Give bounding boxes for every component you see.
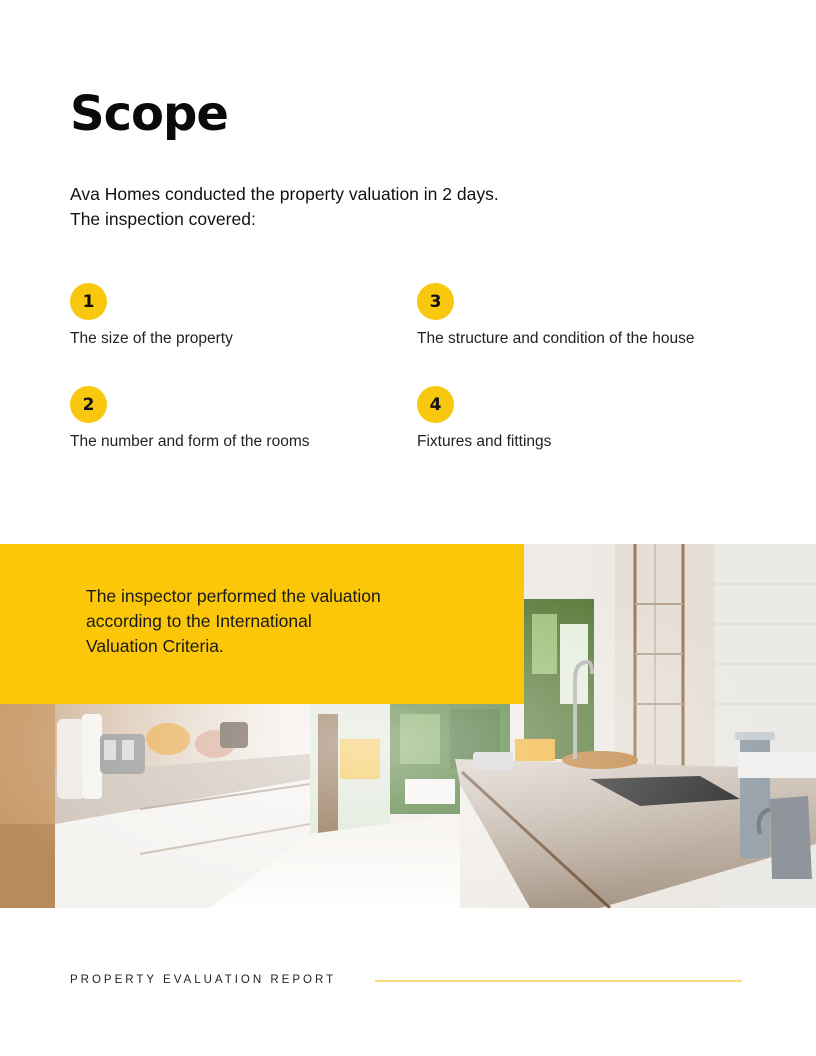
callout-box xyxy=(0,544,524,704)
inspection-item-1 xyxy=(70,283,410,348)
inspection-item-text-4: Fixtures and fittings xyxy=(417,433,552,450)
footer-report-label: PROPERTY EVALUATION REPORT xyxy=(70,974,337,986)
intro-line-2: The inspection covered: xyxy=(70,209,256,229)
callout-line-1: The inspector performed the valuation xyxy=(86,586,381,606)
callout-line-2: according to the International xyxy=(86,611,312,631)
page-title: Scope xyxy=(70,86,228,142)
callout-line-3: Valuation Criteria. xyxy=(86,636,224,656)
inspection-item-text-1: The size of the property xyxy=(70,330,233,347)
number-badge-2: 2 xyxy=(70,386,107,423)
inspection-item-3 xyxy=(417,283,757,348)
number-badge-4: 4 xyxy=(417,386,454,423)
inspection-item-text-3: The structure and condition of the house xyxy=(417,330,695,347)
inspection-item-4 xyxy=(417,386,757,451)
callout-text xyxy=(86,584,466,659)
number-badge-3: 3 xyxy=(417,283,454,320)
inspection-item-text-2: The number and form of the rooms xyxy=(70,433,310,450)
footer-divider xyxy=(375,980,742,982)
intro-line-1: Ava Homes conducted the property valuation in 2 days. xyxy=(70,184,499,204)
inspection-item-2 xyxy=(70,386,410,451)
number-badge-1: 1 xyxy=(70,283,107,320)
inspection-items xyxy=(0,0,816,470)
